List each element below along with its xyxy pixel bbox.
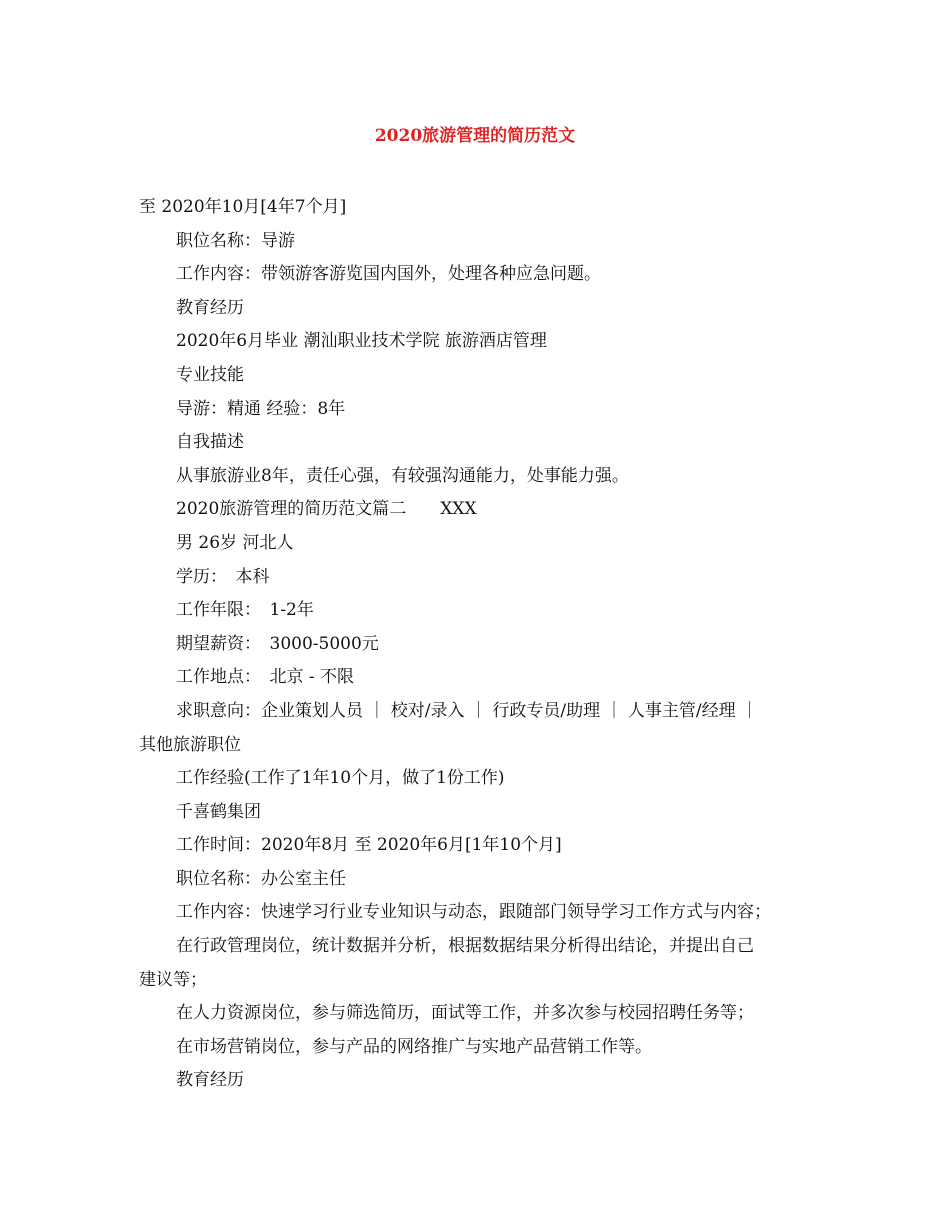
text-line: 工作内容：快速学习行业专业知识与动态，跟随部门领导学习工作方式与内容； bbox=[176, 902, 771, 923]
text-line: 求职意向：企业策划人员 ｜ 校对/录入 ｜ 行政专员/助理 ｜ 人事主管/经理 ｜ bbox=[176, 700, 759, 721]
text-line: 学历： 本科 bbox=[176, 566, 270, 587]
document-body bbox=[139, 191, 829, 1098]
text-line: 在行政管理岗位，统计数据并分析，根据数据结果分析得出结论，并提出自己 bbox=[176, 936, 754, 957]
document-title: 2020旅游管理的简历范文 bbox=[374, 126, 576, 146]
text-line: 教育经历 bbox=[176, 1070, 244, 1091]
text-line: 专业技能 bbox=[176, 364, 244, 385]
text-line: 工作经验(工作了1年10个月，做了1份工作) bbox=[176, 768, 505, 789]
text-line: 职位名称：导游 bbox=[176, 230, 295, 251]
text-line: 导游：精通 经验：8年 bbox=[176, 398, 346, 419]
text-line: 至 2020年10月[4年7个月] bbox=[139, 197, 347, 217]
text-line: 在市场营销岗位，参与产品的网络推广与实地产品营销工作等。 bbox=[176, 1036, 652, 1057]
text-line: 工作内容：带领游客游览国内国外，处理各种应急问题。 bbox=[176, 264, 601, 285]
text-line: 工作地点： 北京 - 不限 bbox=[176, 667, 355, 688]
text-line: 从事旅游业8年，责任心强，有较强沟通能力，处事能力强。 bbox=[176, 465, 629, 486]
text-line: 2020年6月毕业 潮汕职业技术学院 旅游酒店管理 bbox=[176, 331, 547, 352]
text-line: 男 26岁 河北人 bbox=[176, 532, 294, 553]
text-line: 职位名称：办公室主任 bbox=[176, 868, 346, 889]
text-line: 工作时间：2020年8月 至 2020年6月[1年10个月] bbox=[176, 835, 562, 856]
text-line: 其他旅游职位 bbox=[139, 734, 241, 755]
text-line: 建议等； bbox=[139, 969, 207, 990]
text-line: 工作年限： 1-2年 bbox=[176, 600, 314, 621]
text-line: 期望薪资： 3000-5000元 bbox=[176, 633, 379, 654]
text-line: 教育经历 bbox=[176, 297, 244, 318]
text-line: 千喜鹤集团 bbox=[176, 801, 261, 822]
text-line: 在人力资源岗位，参与筛选简历，面试等工作，并多次参与校园招聘任务等； bbox=[176, 1003, 754, 1024]
text-line: 2020旅游管理的简历范文篇二 XXX bbox=[176, 499, 477, 520]
text-line: 自我描述 bbox=[176, 432, 244, 453]
